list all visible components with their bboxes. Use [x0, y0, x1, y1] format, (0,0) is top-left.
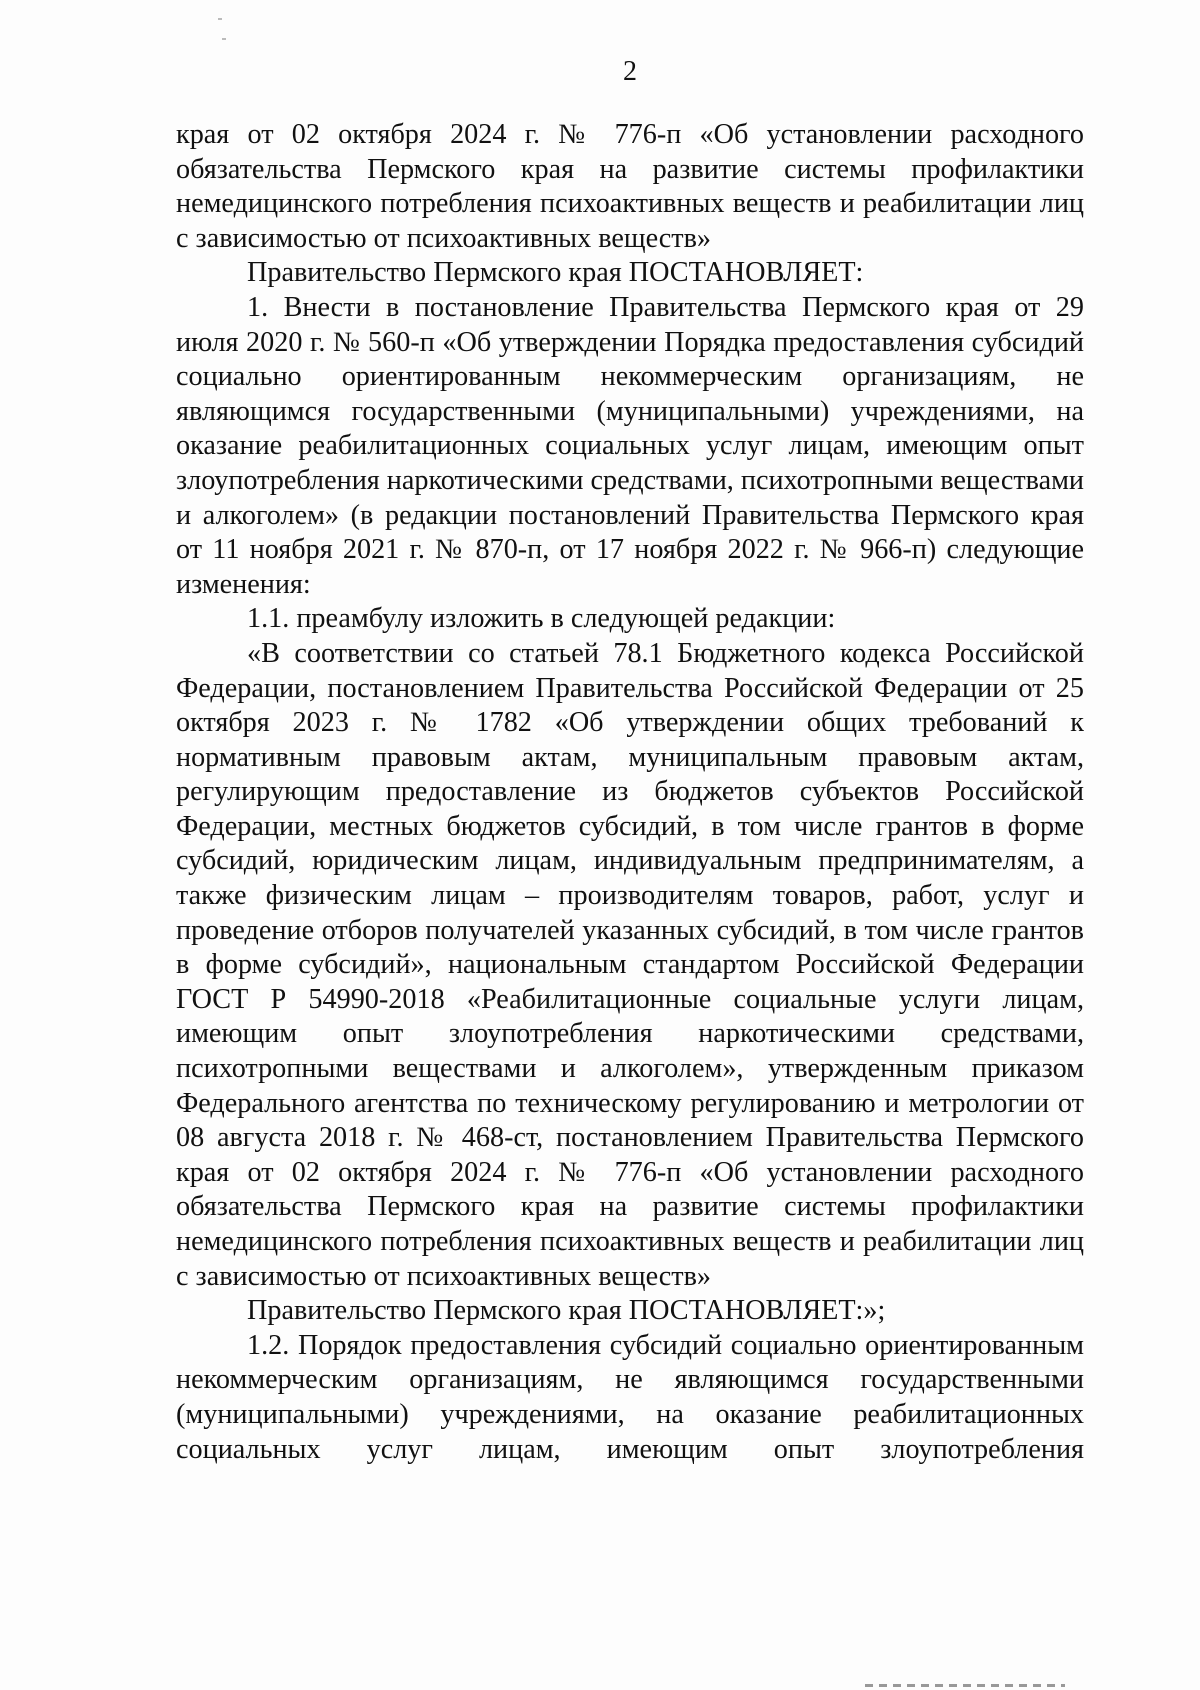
- paragraph-preamble-continuation: края от 02 октября 2024 г. № 776-п «Об установлении расходного обязательства Пермского края на развитие системы профилактики немедицинского потребления психоактивных веществ и реабилитации лиц с зависимостью от психоактивных веществ»: [176, 119, 1084, 254]
- paragraph-resolves-quoted: Правительство Пермского края ПОСТАНОВЛЯЕТ:»;: [247, 1295, 886, 1327]
- document-body: [176, 118, 1084, 1467]
- scan-artifact: [218, 18, 222, 20]
- paragraph-resolves: Правительство Пермского края ПОСТАНОВЛЯЕТ:: [247, 257, 864, 289]
- paragraph-item-1-1: 1.1. преамбулу изложить в следующей редакции:: [247, 603, 836, 635]
- scan-artifact: [865, 1684, 1065, 1687]
- paragraph-item-1-2: 1.2. Порядок предоставления субсидий социально ориентированным некоммерческим организациям, не являющимся государственными (муниципальными) учреждениями, на оказание реабилитационных социальных услуг лицам, имеющим опыт злоупотребления: [176, 1329, 1084, 1465]
- paragraph-item-1: 1. Внести в постановление Правительства Пермского края от 29 июля 2020 г. № 560-п «Об утверждении Порядка предоставления субсидий социально ориентированным некоммерческим организациям, не являющимся государственными (муниципальными) учреждениями, на оказание реабилитационных социальных услуг лицам, имеющим опыт злоупотребления наркотическими средствами, психотропными веществами и алкоголем» (в редакции постановлений Правительства Пермского края от 11 ноября 2021 г. № 870-п, от 17 ноября 2022 г. № 966-п) следующие изменения:: [176, 291, 1085, 600]
- paragraph-new-preamble: «В соответствии со статьей 78.1 Бюджетного кодекса Российской Федерации, постановлением Правительства Российской Федерации от 25 октября 2023 г. № 1782 «Об утверждении общих требований к нормативным правовым актам, муниципальным правовым актам, регулирующим предоставление из бюджетов субъектов Российской Федерации, местных бюджетов субсидий, в том числе грантов в форме субсидий, юридическим лицам, индивидуальным предпринимателям, а также физическим лицам – производителям товаров, работ, услуг и проведение отборов получателей указанных субсидий, в том числе грантов в форме субсидий», национальным стандартом Российской Федерации ГОСТ Р 54990-2018 «Реабилитационные социальные услуги лицам, имеющим опыт злоупотребления наркотическими средствами, психотропными веществами и алкоголем», утвержденным приказом Федерального агентства по техническому регулированию и метрологии от 08 августа 2018 г. № 468-ст, постановлением Правительства Пермского края от 02 октября 2024 г. № 776-п «Об установлении расходного обязательства Пермского края на развитие системы профилактики немедицинского потребления психоактивных веществ и реабилитации лиц с зависимостью от психоактивных веществ»: [176, 637, 1084, 1292]
- page-number: 2: [623, 56, 637, 87]
- scan-artifact: [222, 38, 226, 40]
